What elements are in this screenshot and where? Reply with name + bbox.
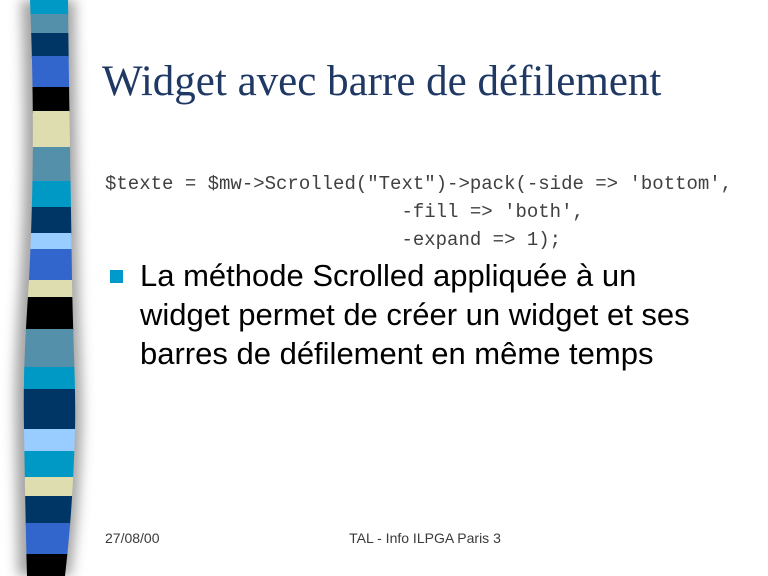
code-line: -fill => 'both', [105,201,584,223]
bullet-line: widget permet de créer un widget et ses [140,297,690,332]
code-block [105,170,732,254]
bullet-text [140,256,690,373]
bullet-line: La méthode Scrolled appliquée à un [140,258,637,293]
slide-title: Widget avec barre de défilement [102,58,662,105]
footer-title: TAL - Info ILPGA Paris 3 [349,530,501,546]
code-line: -expand => 1); [105,229,562,251]
bullet-square-icon [110,270,123,283]
footer-date: 27/08/00 [105,530,160,546]
bullet-item [108,256,690,373]
code-line: $texte = $mw->Scrolled("Text")->pack(-side => 'bottom', [105,173,733,195]
ribbon-svg [0,0,110,576]
ribbon-stripe [12,111,90,149]
bullet-line: barres de défilement en même temps [140,336,654,371]
ribbon-decoration [0,0,110,576]
